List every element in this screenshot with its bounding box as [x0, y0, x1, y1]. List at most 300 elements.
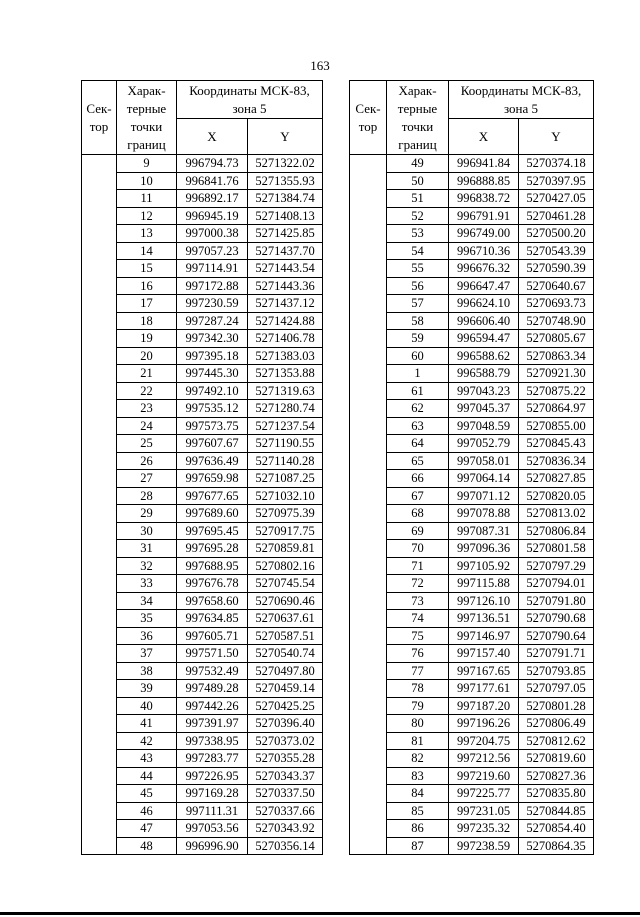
sector-cell: [350, 522, 387, 540]
point-cell: 24: [117, 417, 177, 435]
table-row: [82, 522, 323, 540]
sector-cell: [82, 172, 117, 190]
x-cell: 997196.26: [449, 715, 519, 733]
y-cell: 5270373.02: [248, 732, 323, 750]
y-cell: 5270637.61: [248, 610, 323, 628]
x-cell: 997235.32: [449, 820, 519, 838]
x-cell: 997172.88: [177, 277, 248, 295]
x-cell: 997445.30: [177, 365, 248, 383]
table-row: [82, 225, 323, 243]
table-row: [82, 312, 323, 330]
sector-cell: [350, 820, 387, 838]
x-cell: 996594.47: [449, 330, 519, 348]
y-cell: 5270791.71: [519, 645, 594, 663]
y-cell: 5270791.80: [519, 592, 594, 610]
x-cell: 997105.92: [449, 557, 519, 575]
sector-cell: [350, 382, 387, 400]
point-cell: 71: [387, 557, 449, 575]
sector-cell: [82, 750, 117, 768]
header-y: Y: [248, 119, 323, 155]
table-row: [350, 435, 594, 453]
sector-cell: [350, 680, 387, 698]
y-cell: 5270461.28: [519, 207, 594, 225]
table-row: [350, 277, 594, 295]
table-row: [82, 470, 323, 488]
y-cell: 5270397.95: [519, 172, 594, 190]
y-cell: 5270813.02: [519, 505, 594, 523]
table-row: [82, 365, 323, 383]
y-cell: 5270836.34: [519, 452, 594, 470]
header-coordinates: Координаты МСК-83, зона 5: [177, 81, 323, 119]
x-cell: 996838.72: [449, 190, 519, 208]
table-row: [82, 190, 323, 208]
y-cell: 5270425.25: [248, 697, 323, 715]
sector-cell: [82, 470, 117, 488]
x-cell: 997391.97: [177, 715, 248, 733]
table-row: [350, 785, 594, 803]
x-cell: 997111.31: [177, 802, 248, 820]
sector-cell: [82, 627, 117, 645]
table-row: [350, 837, 594, 855]
point-cell: 11: [117, 190, 177, 208]
point-cell: 31: [117, 540, 177, 558]
x-cell: 996588.62: [449, 347, 519, 365]
point-cell: 53: [387, 225, 449, 243]
point-cell: 64: [387, 435, 449, 453]
point-cell: 72: [387, 575, 449, 593]
table-row: [350, 225, 594, 243]
x-cell: 996892.17: [177, 190, 248, 208]
page-number: 163: [310, 58, 330, 73]
sector-cell: [82, 347, 117, 365]
y-cell: 5271424.88: [248, 312, 323, 330]
point-cell: 69: [387, 522, 449, 540]
x-cell: 997212.56: [449, 750, 519, 768]
sector-cell: [350, 627, 387, 645]
y-cell: 5271087.25: [248, 470, 323, 488]
point-cell: 63: [387, 417, 449, 435]
point-cell: 33: [117, 575, 177, 593]
sector-cell: [350, 347, 387, 365]
sector-cell: [350, 225, 387, 243]
point-cell: 78: [387, 680, 449, 698]
point-cell: 34: [117, 592, 177, 610]
table-row: [82, 207, 323, 225]
header-x: X: [449, 119, 519, 155]
point-cell: 82: [387, 750, 449, 768]
x-cell: 997057.23: [177, 242, 248, 260]
sector-cell: [82, 820, 117, 838]
point-cell: 59: [387, 330, 449, 348]
y-cell: 5270793.85: [519, 662, 594, 680]
table-row: [350, 820, 594, 838]
y-cell: 5271319.63: [248, 382, 323, 400]
point-cell: 48: [117, 837, 177, 855]
x-cell: 996794.73: [177, 155, 248, 173]
sector-cell: [350, 312, 387, 330]
table-row: [350, 767, 594, 785]
point-cell: 15: [117, 260, 177, 278]
y-cell: 5270806.49: [519, 715, 594, 733]
sector-cell: [350, 802, 387, 820]
table-row: [350, 662, 594, 680]
y-cell: 5270844.85: [519, 802, 594, 820]
sector-cell: [82, 767, 117, 785]
y-cell: 5270590.39: [519, 260, 594, 278]
point-cell: 70: [387, 540, 449, 558]
x-cell: 996606.40: [449, 312, 519, 330]
y-cell: 5270427.05: [519, 190, 594, 208]
sector-cell: [82, 505, 117, 523]
x-cell: 997177.61: [449, 680, 519, 698]
sector-cell: [350, 575, 387, 593]
x-cell: 997157.40: [449, 645, 519, 663]
sector-cell: [350, 190, 387, 208]
x-cell: 997532.49: [177, 662, 248, 680]
point-cell: 87: [387, 837, 449, 855]
sector-cell: [350, 662, 387, 680]
point-cell: 35: [117, 610, 177, 628]
table-row: [82, 662, 323, 680]
sector-cell: [82, 522, 117, 540]
y-cell: 5270337.66: [248, 802, 323, 820]
sector-cell: [82, 312, 117, 330]
table-row: [82, 435, 323, 453]
table-row: [350, 330, 594, 348]
table-row: [350, 365, 594, 383]
point-cell: 80: [387, 715, 449, 733]
header-y: Y: [519, 119, 594, 155]
table-row: [82, 732, 323, 750]
sector-cell: [350, 295, 387, 313]
table-body-right: [350, 155, 594, 855]
table-row: [82, 575, 323, 593]
y-cell: 5270859.81: [248, 540, 323, 558]
sector-cell: [350, 557, 387, 575]
point-cell: 54: [387, 242, 449, 260]
point-cell: 9: [117, 155, 177, 173]
sector-cell: [350, 435, 387, 453]
y-cell: 5270690.46: [248, 592, 323, 610]
point-cell: 40: [117, 697, 177, 715]
y-cell: 5270748.90: [519, 312, 594, 330]
point-cell: 38: [117, 662, 177, 680]
sector-cell: [350, 732, 387, 750]
y-cell: 5270396.40: [248, 715, 323, 733]
x-cell: 997204.75: [449, 732, 519, 750]
table-row: [82, 820, 323, 838]
x-cell: 997146.97: [449, 627, 519, 645]
point-cell: 77: [387, 662, 449, 680]
y-cell: 5271443.36: [248, 277, 323, 295]
sector-cell: [350, 645, 387, 663]
table-row: [82, 557, 323, 575]
y-cell: 5270343.92: [248, 820, 323, 838]
table-row: [82, 155, 323, 173]
point-cell: 23: [117, 400, 177, 418]
sector-cell: [82, 242, 117, 260]
y-cell: 5271353.88: [248, 365, 323, 383]
table-row: [350, 732, 594, 750]
table-row: [82, 592, 323, 610]
table-row: [82, 172, 323, 190]
point-cell: 17: [117, 295, 177, 313]
y-cell: 5270797.05: [519, 680, 594, 698]
sector-cell: [82, 837, 117, 855]
x-cell: 997676.78: [177, 575, 248, 593]
y-cell: 5271140.28: [248, 452, 323, 470]
point-cell: 37: [117, 645, 177, 663]
sector-cell: [82, 260, 117, 278]
y-cell: 5270806.84: [519, 522, 594, 540]
x-cell: 997114.91: [177, 260, 248, 278]
point-cell: 58: [387, 312, 449, 330]
scan-bottom-edge: [0, 912, 640, 915]
sector-cell: [350, 452, 387, 470]
x-cell: 997283.77: [177, 750, 248, 768]
header-sector: Сек-тор: [350, 81, 387, 155]
y-cell: 5271425.85: [248, 225, 323, 243]
y-cell: 5271406.78: [248, 330, 323, 348]
sector-cell: [82, 190, 117, 208]
point-cell: 61: [387, 382, 449, 400]
sector-cell: [350, 697, 387, 715]
y-cell: 5271355.93: [248, 172, 323, 190]
y-cell: 5271032.10: [248, 487, 323, 505]
x-cell: 997695.28: [177, 540, 248, 558]
y-cell: 5270745.54: [248, 575, 323, 593]
sector-cell: [82, 697, 117, 715]
table-row: [350, 242, 594, 260]
table-row: [350, 575, 594, 593]
sector-cell: [82, 277, 117, 295]
table-row: [350, 400, 594, 418]
table-row: [82, 802, 323, 820]
x-cell: 997677.65: [177, 487, 248, 505]
point-cell: 30: [117, 522, 177, 540]
point-cell: 27: [117, 470, 177, 488]
y-cell: 5270343.37: [248, 767, 323, 785]
point-cell: 18: [117, 312, 177, 330]
point-cell: 73: [387, 592, 449, 610]
sector-cell: [350, 417, 387, 435]
y-cell: 5270845.43: [519, 435, 594, 453]
point-cell: 25: [117, 435, 177, 453]
table-row: [82, 295, 323, 313]
table-row: [82, 505, 323, 523]
sector-cell: [82, 592, 117, 610]
x-cell: 997167.65: [449, 662, 519, 680]
x-cell: 996941.84: [449, 155, 519, 173]
y-cell: 5270864.35: [519, 837, 594, 855]
sector-cell: [350, 400, 387, 418]
y-cell: 5271280.74: [248, 400, 323, 418]
sector-cell: [82, 610, 117, 628]
x-cell: 997395.18: [177, 347, 248, 365]
x-cell: 997492.10: [177, 382, 248, 400]
x-cell: 996647.47: [449, 277, 519, 295]
y-cell: 5270820.05: [519, 487, 594, 505]
header-x: X: [177, 119, 248, 155]
coordinates-table-left: [81, 80, 323, 855]
x-cell: 997636.49: [177, 452, 248, 470]
sector-cell: [350, 470, 387, 488]
point-cell: 51: [387, 190, 449, 208]
x-cell: 996945.19: [177, 207, 248, 225]
point-cell: 13: [117, 225, 177, 243]
y-cell: 5270854.40: [519, 820, 594, 838]
table-row: [350, 207, 594, 225]
x-cell: 996841.76: [177, 172, 248, 190]
table-row: [350, 155, 594, 173]
x-cell: 997489.28: [177, 680, 248, 698]
x-cell: 997225.77: [449, 785, 519, 803]
y-cell: 5270543.39: [519, 242, 594, 260]
table-row: [82, 610, 323, 628]
table-row: [350, 697, 594, 715]
y-cell: 5270640.67: [519, 277, 594, 295]
y-cell: 5270801.58: [519, 540, 594, 558]
point-cell: 57: [387, 295, 449, 313]
point-cell: 76: [387, 645, 449, 663]
point-cell: 42: [117, 732, 177, 750]
sector-cell: [82, 540, 117, 558]
coordinates-table-right: [349, 80, 594, 855]
point-cell: 83: [387, 767, 449, 785]
point-cell: 16: [117, 277, 177, 295]
header-coordinates: Координаты МСК-83, зона 5: [449, 81, 594, 119]
y-cell: 5270337.50: [248, 785, 323, 803]
sector-cell: [82, 155, 117, 173]
sector-cell: [350, 767, 387, 785]
y-cell: 5270497.80: [248, 662, 323, 680]
x-cell: 997064.14: [449, 470, 519, 488]
y-cell: 5270587.51: [248, 627, 323, 645]
table-row: [350, 680, 594, 698]
table-row: [82, 750, 323, 768]
x-cell: 996624.10: [449, 295, 519, 313]
point-cell: 28: [117, 487, 177, 505]
x-cell: 996588.79: [449, 365, 519, 383]
sector-cell: [350, 610, 387, 628]
y-cell: 5270500.20: [519, 225, 594, 243]
sector-cell: [82, 382, 117, 400]
table-row: [350, 417, 594, 435]
table-row: [350, 627, 594, 645]
header-characteristic-points: Харак-терные точки границ: [117, 81, 177, 155]
x-cell: 997571.50: [177, 645, 248, 663]
table-row: [82, 277, 323, 295]
y-cell: 5270827.36: [519, 767, 594, 785]
sector-cell: [350, 505, 387, 523]
sector-cell: [82, 575, 117, 593]
point-cell: 84: [387, 785, 449, 803]
point-cell: 22: [117, 382, 177, 400]
y-cell: 5270355.28: [248, 750, 323, 768]
x-cell: 997230.59: [177, 295, 248, 313]
table-row: [82, 715, 323, 733]
table-row: [82, 627, 323, 645]
table-row: [82, 242, 323, 260]
table-row: [82, 697, 323, 715]
y-cell: 5270827.85: [519, 470, 594, 488]
table-row: [82, 785, 323, 803]
x-cell: 997287.24: [177, 312, 248, 330]
table-body-left: [82, 155, 323, 855]
point-cell: 14: [117, 242, 177, 260]
x-cell: 997115.88: [449, 575, 519, 593]
point-cell: 60: [387, 347, 449, 365]
sector-cell: [82, 680, 117, 698]
x-cell: 997659.98: [177, 470, 248, 488]
x-cell: 996791.91: [449, 207, 519, 225]
y-cell: 5271190.55: [248, 435, 323, 453]
point-cell: 39: [117, 680, 177, 698]
sector-cell: [350, 172, 387, 190]
y-cell: 5271408.13: [248, 207, 323, 225]
x-cell: 997052.79: [449, 435, 519, 453]
y-cell: 5270790.64: [519, 627, 594, 645]
sector-cell: [82, 435, 117, 453]
table-row: [350, 382, 594, 400]
point-cell: 86: [387, 820, 449, 838]
point-cell: 85: [387, 802, 449, 820]
y-cell: 5270917.75: [248, 522, 323, 540]
point-cell: 47: [117, 820, 177, 838]
point-cell: 50: [387, 172, 449, 190]
sector-cell: [350, 260, 387, 278]
y-cell: 5270802.16: [248, 557, 323, 575]
table-row: [82, 417, 323, 435]
y-cell: 5271322.02: [248, 155, 323, 173]
sector-cell: [350, 277, 387, 295]
y-cell: 5271437.70: [248, 242, 323, 260]
point-cell: 65: [387, 452, 449, 470]
table-row: [350, 452, 594, 470]
table-row: [350, 802, 594, 820]
table-row: [350, 592, 594, 610]
point-cell: 43: [117, 750, 177, 768]
table-row: [350, 645, 594, 663]
sector-cell: [350, 592, 387, 610]
point-cell: 45: [117, 785, 177, 803]
table-row: [82, 540, 323, 558]
table-row: [350, 295, 594, 313]
table-row: [350, 557, 594, 575]
table-row: [82, 347, 323, 365]
x-cell: 997689.60: [177, 505, 248, 523]
y-cell: 5270790.68: [519, 610, 594, 628]
x-cell: 997043.23: [449, 382, 519, 400]
x-cell: 997053.56: [177, 820, 248, 838]
x-cell: 997219.60: [449, 767, 519, 785]
y-cell: 5270875.22: [519, 382, 594, 400]
header-sector: Сек-тор: [82, 81, 117, 155]
table-row: [350, 750, 594, 768]
point-cell: 62: [387, 400, 449, 418]
table-row: [82, 837, 323, 855]
table-row: [82, 680, 323, 698]
table-row: [350, 610, 594, 628]
y-cell: 5270812.62: [519, 732, 594, 750]
sector-cell: [350, 207, 387, 225]
table-row: [82, 260, 323, 278]
sector-cell: [82, 487, 117, 505]
sector-cell: [82, 802, 117, 820]
y-cell: 5270797.29: [519, 557, 594, 575]
x-cell: 997342.30: [177, 330, 248, 348]
y-cell: 5270975.39: [248, 505, 323, 523]
